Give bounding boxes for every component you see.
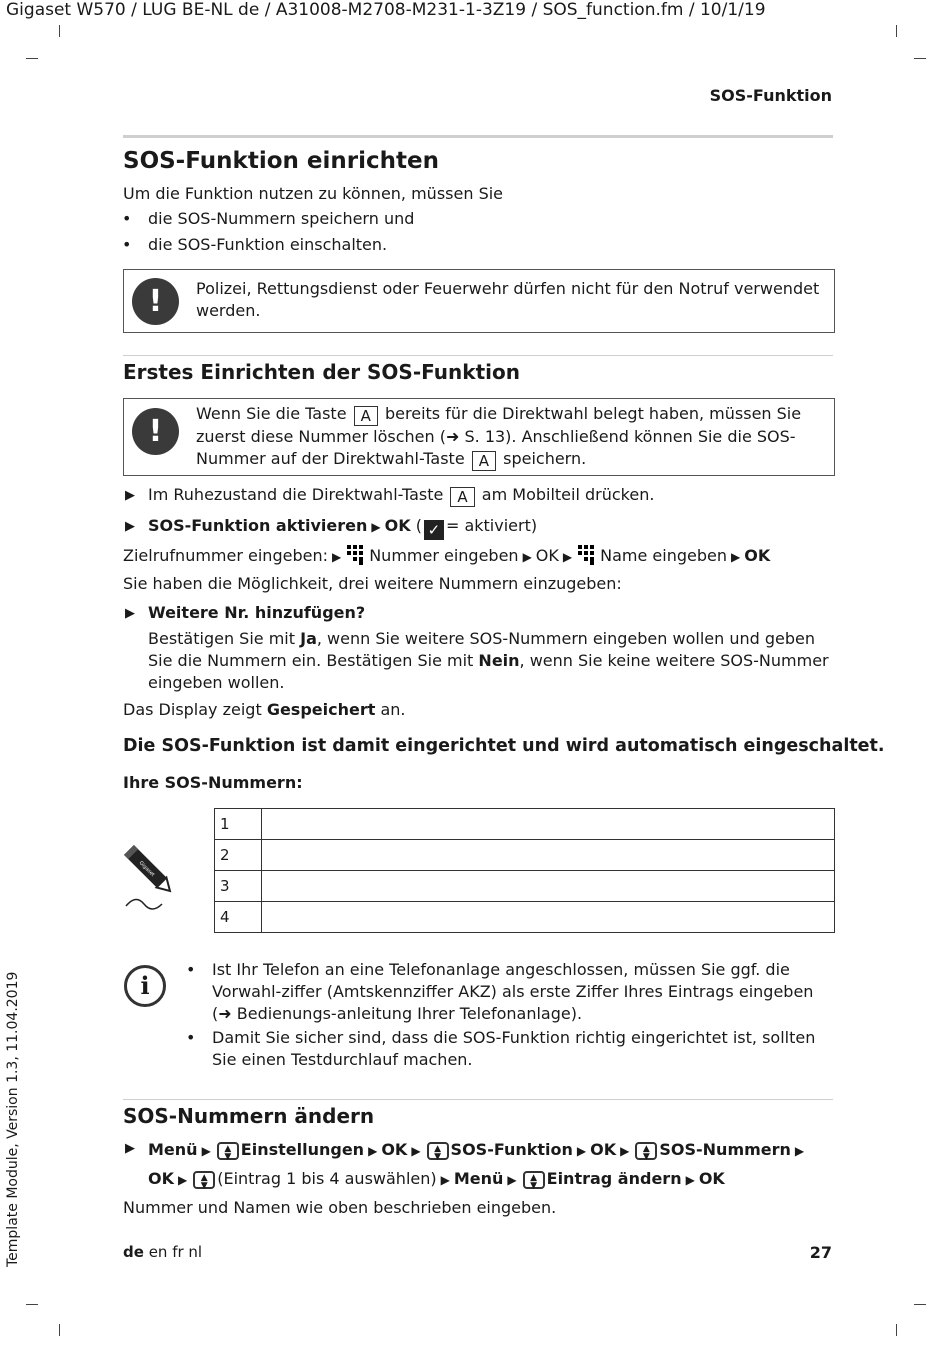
info-item: • Damit Sie sicher sind, dass die SOS-Funktion richtig eingerichtet ist, sollten Sie einen Testdurchlauf machen. <box>186 1028 816 1069</box>
display-text: Das Display zeigt Gespeichert an. <box>123 700 406 719</box>
key-a: A <box>450 487 474 507</box>
document-path: Gigaset W570 / LUG BE-NL de / A31008-M2708-M231-1-3Z19 / SOS_function.fm / 10/1/19 <box>6 0 766 20</box>
top-rule <box>123 135 833 138</box>
sos-entry-field <box>262 840 835 871</box>
info-item: • Ist Ihr Telefon an eine Telefonanlage angeschlossen, müssen Sie ggf. die Vorwahl-ziffer (Amtskennziffer AKZ) als erste Ziffer Ihres Eintrags eingeben (➜ Bedienungs-anleitung Ihrer Telefonanlage). <box>186 960 814 1023</box>
language-list: de en fr nl <box>123 1243 203 1261</box>
done-heading: Die SOS-Funktion ist damit eingerichtet und wird automatisch eingeschaltet. <box>123 736 885 756</box>
triangle-icon: ▶ <box>371 520 381 534</box>
target-number-line: Zielrufnummer eingeben: ▶ Nummer eingeben ▶ OK ▶ Name eingeben ▶ OK <box>123 545 770 568</box>
subsection-title: SOS-Nummern ändern <box>123 1104 375 1128</box>
intro-text: Um die Funktion nutzen zu können, müssen Sie <box>123 184 504 203</box>
step-text: Im Ruhezustand die Direktwahl-Taste A am Mobilteil drücken. <box>148 485 655 506</box>
nav-key-icon: ▲ ▼ <box>635 1142 657 1160</box>
crop-mark <box>59 1324 60 1336</box>
template-version: Template Module, Version 1.3, 11.04.2019 <box>5 971 21 1267</box>
nav-key-icon: ▲ ▼ <box>523 1171 545 1189</box>
sos-entry-field <box>262 809 835 840</box>
arrow-right-icon: ➜ <box>218 1004 232 1023</box>
sos-number-table <box>214 808 835 933</box>
warning-text: Polizei, Rettungsdienst oder Feuerwehr dürfen nicht für den Notruf verwendet werden. <box>196 279 820 320</box>
arrow-right-icon: ➜ <box>445 427 460 446</box>
keypad-icon <box>578 545 598 565</box>
step-arrow-icon: ▶ <box>125 488 135 503</box>
running-head: SOS-Funktion <box>709 86 832 105</box>
crop-mark <box>59 25 60 37</box>
sos-entry-field <box>262 871 835 902</box>
row-number: 1 <box>215 809 262 840</box>
triangle-icon: ▶ <box>730 550 741 564</box>
row-number: 3 <box>215 871 262 902</box>
info-icon: i <box>124 965 166 1007</box>
step-arrow-icon: ▶ <box>125 606 135 621</box>
more-numbers-text: Sie haben die Möglichkeit, drei weitere Nummern einzugeben: <box>123 574 622 593</box>
crop-mark <box>914 58 926 59</box>
crop-mark <box>26 58 38 59</box>
triangle-icon: ▶ <box>562 550 573 564</box>
triangle-icon: ▶ <box>522 550 532 564</box>
list-item: • die SOS-Funktion einschalten. <box>122 235 388 254</box>
pen-brand-text: Gigaset <box>137 860 156 878</box>
nav-key-icon: ▲ ▼ <box>217 1142 239 1160</box>
section-rule <box>123 1099 833 1100</box>
table-row <box>215 902 835 933</box>
crop-mark <box>896 1324 897 1336</box>
row-number: 2 <box>215 840 262 871</box>
menu-path: Menü ▶ ▲ ▼ Einstellungen ▶ OK ▶ ▲ ▼ SOS-Funktion ▶ OK ▶ ▲ ▼ SOS-Nummern ▶ OK ▶ ▲ ▼ (Eintrag 1 bis 4 auswählen) ▶ Menü ▶ ▲ ▼ Eintrag ändern ▶ OK <box>148 1140 805 1191</box>
your-numbers-label: Ihre SOS-Nummern: <box>123 773 303 792</box>
table-row <box>215 871 835 902</box>
nav-key-icon: ▲ ▼ <box>193 1171 215 1189</box>
crop-mark <box>26 1304 38 1305</box>
confirm-text: Bestätigen Sie mit Ja, wenn Sie weitere SOS-Nummern eingeben wollen und geben Sie die Nummern ein. Bestätigen Sie mit Nein, wenn Sie keine weitere SOS-Nummer eingeben wollen. <box>148 629 829 692</box>
section-title: SOS-Funktion einrichten <box>123 148 439 174</box>
key-a: A <box>354 406 378 426</box>
section-rule <box>123 355 833 356</box>
nav-key-icon: ▲ ▼ <box>427 1142 449 1160</box>
table-row <box>215 809 835 840</box>
exclamation-icon: ! <box>132 408 179 455</box>
row-number: 4 <box>215 902 262 933</box>
crop-mark <box>914 1304 926 1305</box>
keypad-icon <box>347 545 367 565</box>
list-item: • die SOS-Nummern speichern und <box>122 209 415 228</box>
sos-entry-field <box>262 902 835 933</box>
step-arrow-icon: ▶ <box>125 519 135 534</box>
subsection-title: Erstes Einrichten der SOS-Funktion <box>123 360 520 384</box>
step-text: Weitere Nr. hinzufügen? <box>148 603 366 622</box>
table-row <box>215 840 835 871</box>
step-arrow-icon: ▶ <box>125 1141 135 1156</box>
key-a: A <box>472 451 496 471</box>
crop-mark <box>896 25 897 37</box>
pen-icon <box>122 838 184 910</box>
change-note: Nummer und Namen wie oben beschrieben eingeben. <box>123 1198 557 1217</box>
triangle-icon: ▶ <box>331 550 342 564</box>
step-text: SOS-Funktion aktivieren ▶ OK ( ✓ = aktiviert) <box>148 516 538 539</box>
warning-text: Wenn Sie die Taste A bereits für die Direktwahl belegt haben, müssen Sie zuerst diese Nummer löschen (➜ S. 13). Anschließend können Sie die SOS-Nummer auf der Direktwahl-Taste A speichern. <box>196 404 802 470</box>
exclamation-icon: ! <box>132 278 179 325</box>
checkbox-checked-icon: ✓ <box>424 520 444 540</box>
page-number: 27 <box>809 1243 832 1262</box>
